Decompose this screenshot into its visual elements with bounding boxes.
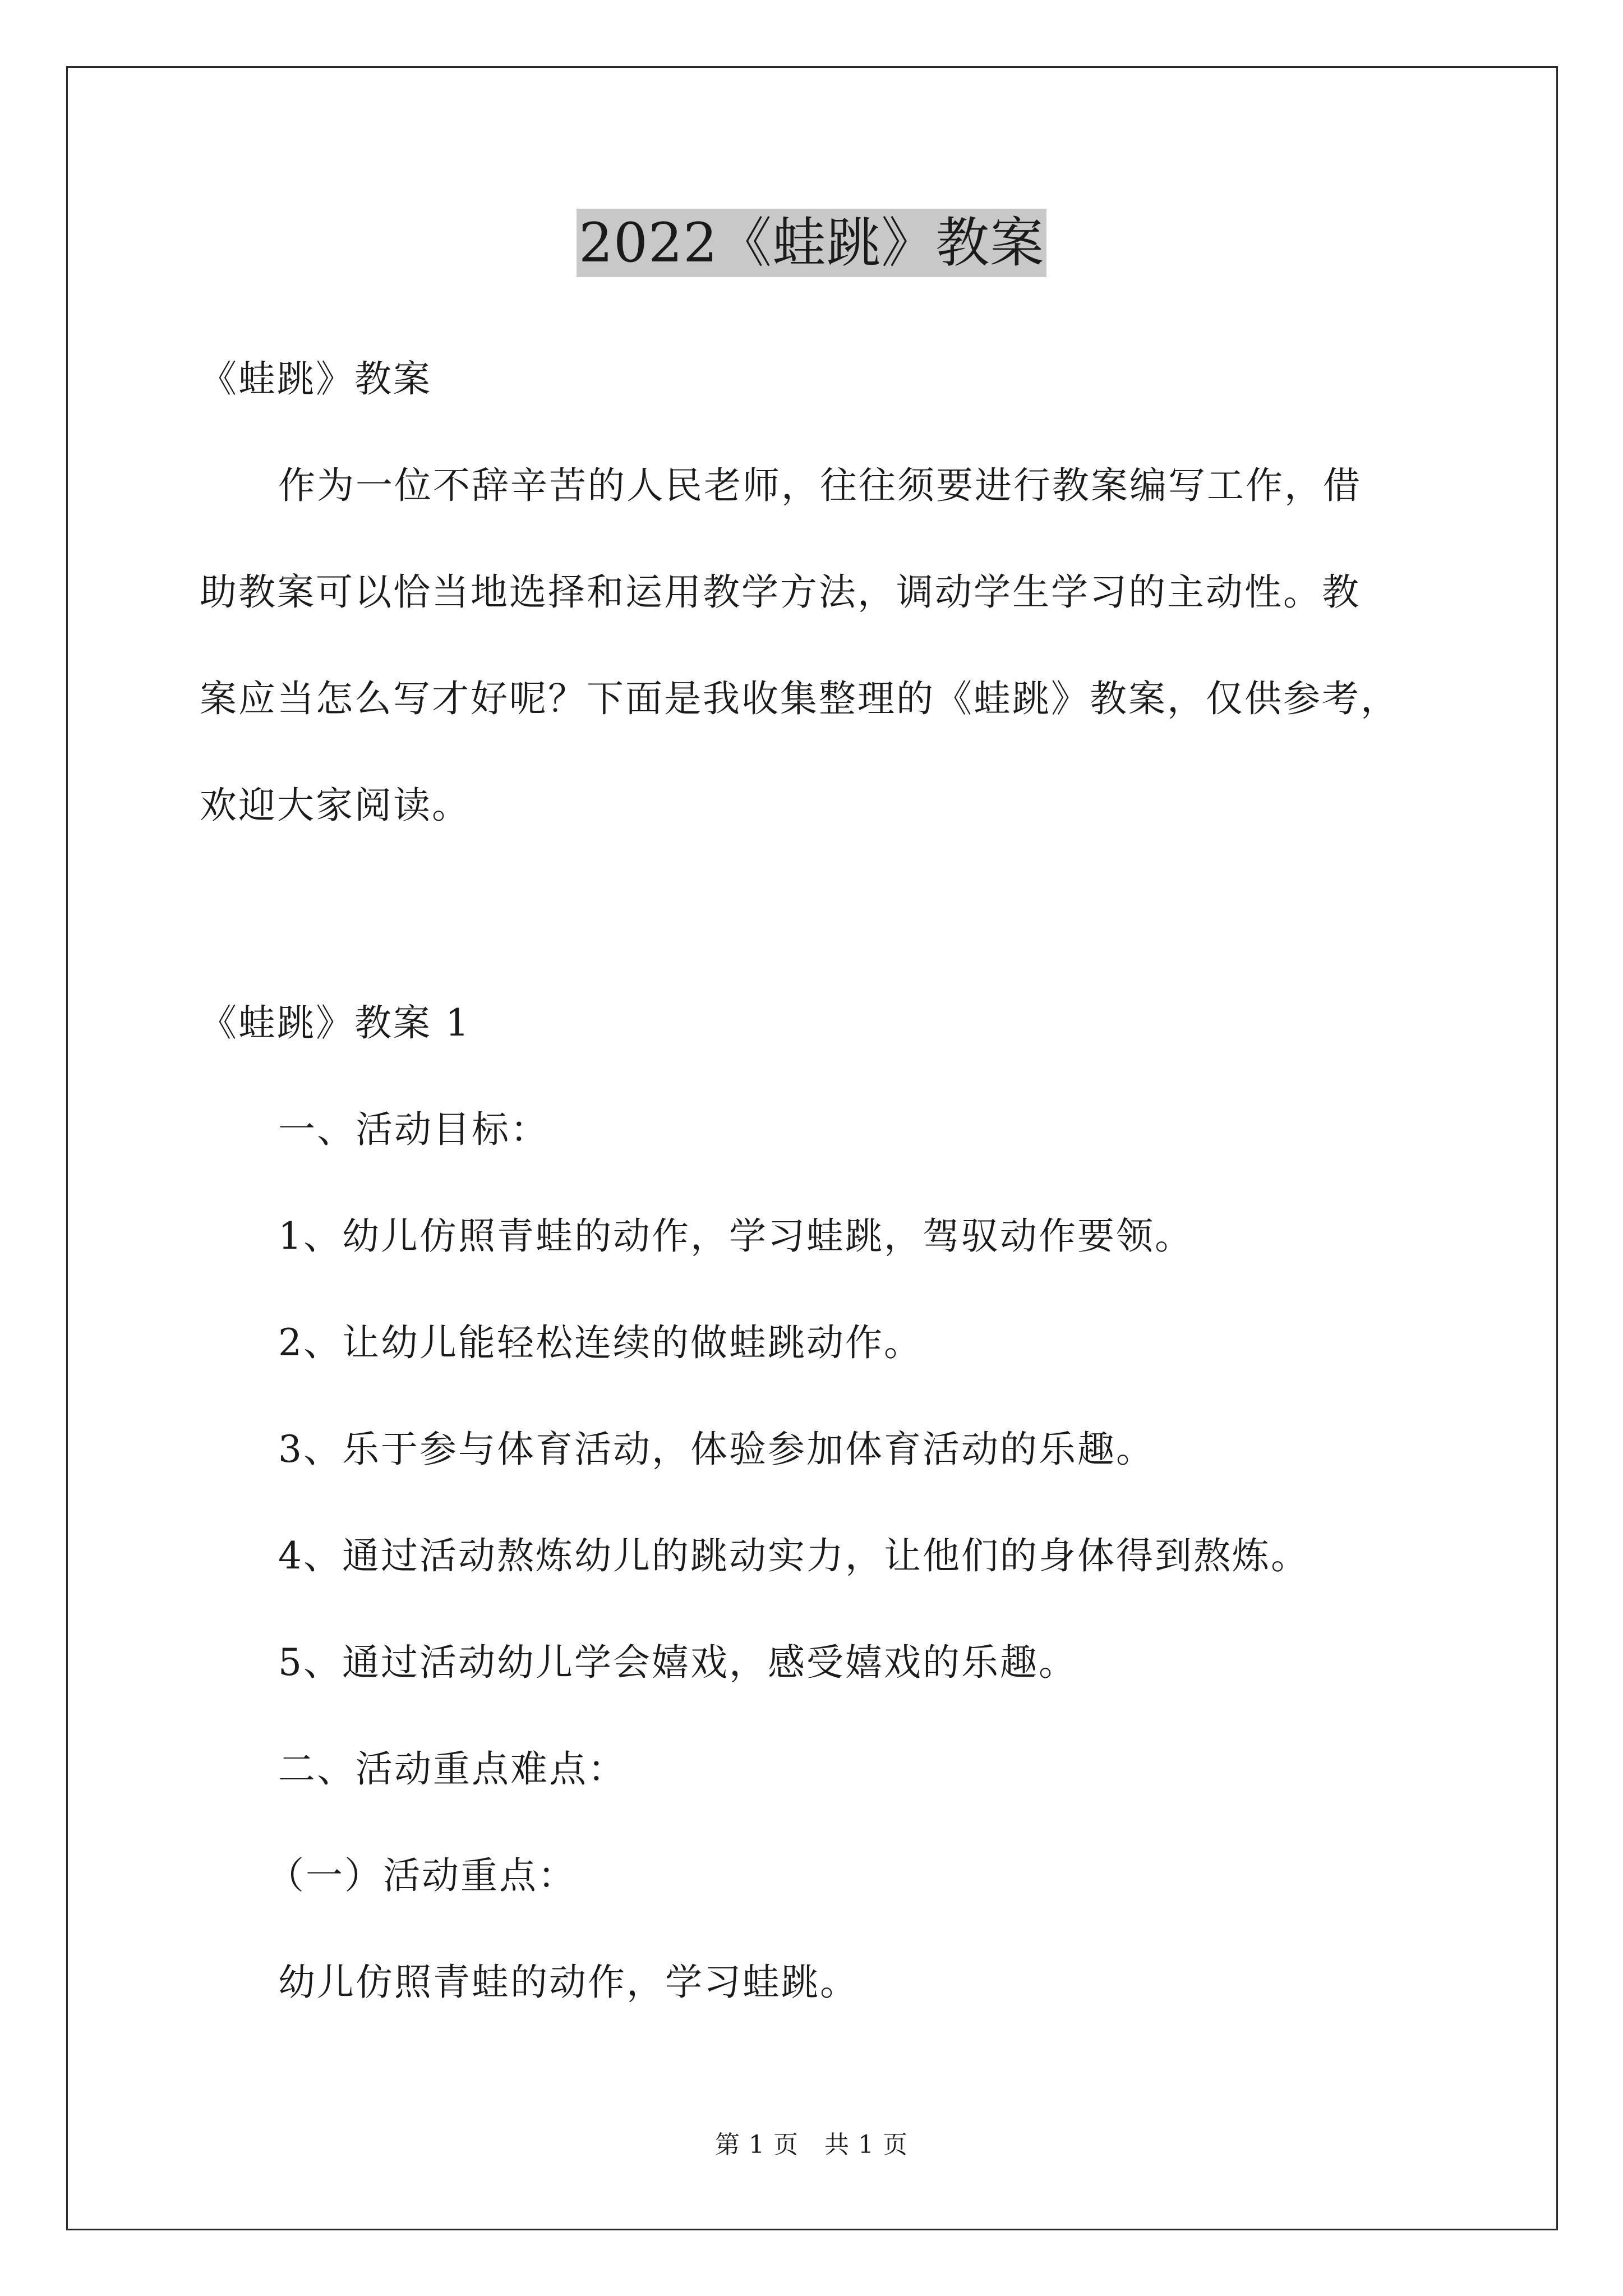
subtitle: 《蛙跳》教案 — [200, 357, 432, 401]
goal-item-1: 1、幼儿仿照青蛙的动作，学习蛙跳，驾驭动作要领。 — [278, 1214, 1193, 1258]
intro-line-1: 作为一位不辞辛苦的人民老师，往往须要进行教案编写工作，借 — [278, 464, 1362, 507]
intro-line-4: 欢迎大家阅读。 — [200, 784, 471, 827]
part-heading-focus: 二、活动重点难点： — [278, 1747, 626, 1791]
document-title: 2022《蛙跳》教案 — [577, 209, 1046, 277]
page-number: 第 1 页 — [715, 2131, 799, 2159]
goal-item-5: 5、通过活动幼儿学会嬉戏，感受嬉戏的乐趣。 — [278, 1641, 1077, 1684]
goal-item-2: 2、让幼儿能轻松连续的做蛙跳动作。 — [278, 1321, 923, 1364]
goal-item-3: 3、乐于参与体育活动，体验参加体育活动的乐趣。 — [278, 1428, 1155, 1471]
intro-line-2: 助教案可以恰当地选择和运用教学方法，调动学生学习的主动性。教 — [200, 570, 1361, 614]
part-heading-goals: 一、活动目标： — [278, 1108, 549, 1151]
page-total: 共 1 页 — [824, 2131, 908, 2159]
focus-text: 幼儿仿照青蛙的动作，学习蛙跳。 — [278, 1961, 859, 2004]
title-container — [0, 209, 1623, 277]
focus-subheading: （一）活动重点： — [267, 1854, 577, 1897]
section-heading: 《蛙跳》教案 1 — [200, 1001, 471, 1045]
page-footer — [0, 2129, 1623, 2161]
intro-line-3: 案应当怎么写才好呢？下面是我收集整理的《蛙跳》教案，仅供参考， — [200, 677, 1399, 720]
goal-item-4: 4、通过活动熬炼幼儿的跳动实力，让他们的身体得到熬炼。 — [278, 1534, 1310, 1577]
